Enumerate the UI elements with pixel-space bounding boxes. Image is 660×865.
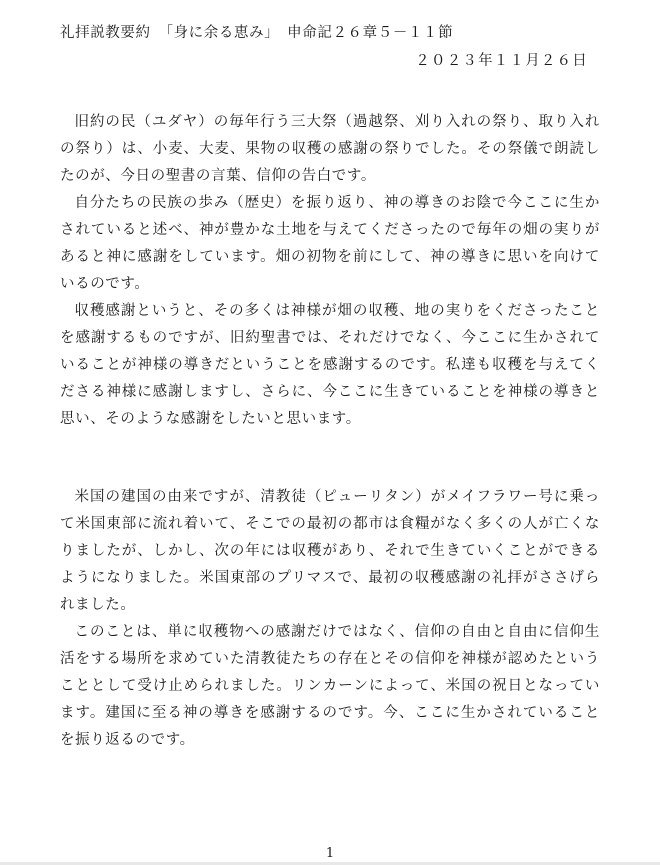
document-label: 礼拝説教要約 — [60, 25, 151, 41]
sermon-title: 「身に余る恵み」 — [165, 25, 273, 41]
page-number: 1 — [325, 846, 335, 861]
paragraph: 米国の建国の由来ですが、清教徒（ピューリタン）がメイフラワー号に乗って米国東部に流れ着いて、そこでの最初の都市は食糧がなく多くの人が亡くなりましたが、しかし、次の年には収穫があり、それで生きていくことができるようになりました。米国東部のプリマスで、最初の収穫感謝の礼拝がささげられました。 — [60, 489, 600, 613]
paragraph: 旧約の民（ユダヤ）の毎年行う三大祭（過越祭、刈り入れの祭り、取り入れの祭り）は、小麦、大麦、果物の収穫の感謝の祭りでした。その祭儀で朗読したのが、今日の聖書の言葉、信仰の告白です。 — [60, 114, 600, 184]
document-header — [60, 22, 453, 44]
body-section-2 — [60, 484, 600, 754]
paragraph: このことは、単に収穫物への感謝だけではなく、信仰の自由と自由に信仰生活をする場所を求めていた清教徒たちの存在とその信仰を神様が認めたということとして受け止められました。リンカーンによって、米国の祝日となっています。建国に至る神の導きを感謝するのです。今、ここに生かされていることを振り返るのです。 — [60, 624, 600, 748]
scripture-reference: 申命記２６章５－１１節 — [287, 25, 454, 41]
paragraph: 収穫感謝というと、その多くは神様が畑の収穫、地の実りをくださったことを感謝するものですが、旧約聖書では、それだけでなく、今ここに生かされていることが神様の導きだということを感謝するのです。私達も収穫を与えてくださる神様に感謝しますし、さらに、今ここに生きていることを神様の導きと思い、そのような感謝をしたいと思います。 — [60, 303, 600, 427]
body-section-1 — [60, 109, 600, 433]
document-date: ２０２３年１１月２６日 — [415, 53, 588, 69]
paragraph: 自分たちの民族の歩み（歴史）を振り返り、神の導きのお陰で今ここに生かされていると述べ、神が豊かな土地を与えてくださったので毎年の畑の実りがあると神に感謝をしています。畑の初物を前にして、神の導きに思いを向けているのです。 — [60, 195, 600, 292]
